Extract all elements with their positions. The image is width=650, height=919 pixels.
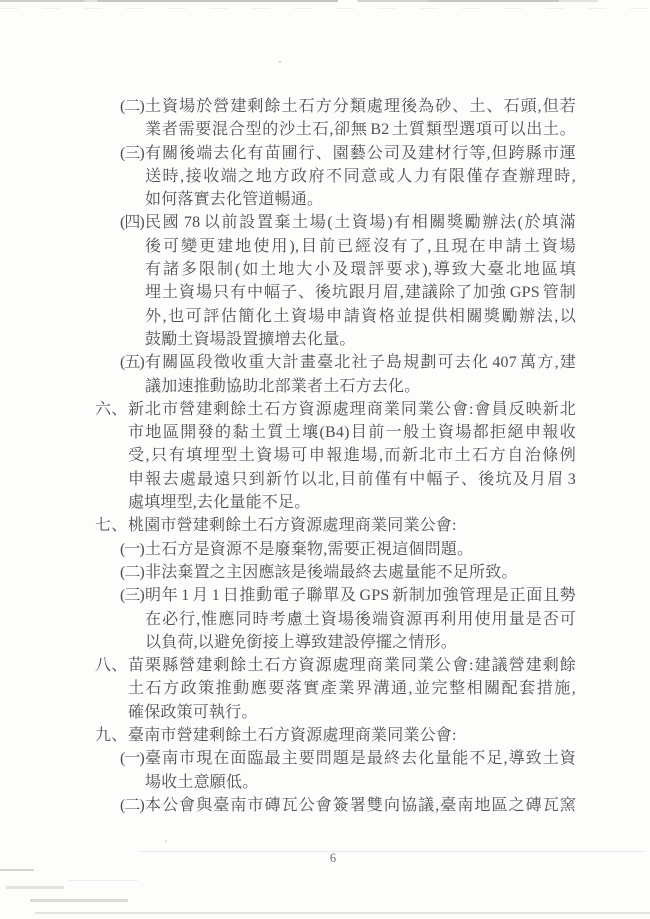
list-item xyxy=(0,584,650,654)
scan-artifact-top-edge xyxy=(0,0,650,2)
scan-artifact-dot xyxy=(165,840,167,842)
item-text: 本公會與臺南市磚瓦公會簽署雙向協議,臺南地區之磚瓦窯 xyxy=(145,796,576,814)
item-text: 臺南市現在面臨最主要問題是最終去化量能不足,導致土資 場收土意願低。 xyxy=(145,750,576,791)
item-marker: (二) xyxy=(120,98,144,115)
list-item xyxy=(0,654,650,724)
document-text-block xyxy=(0,95,650,817)
scan-artifact-streak xyxy=(68,880,138,881)
scan-artifact-smudge xyxy=(30,899,128,902)
item-text: 新北市營建剩餘土石方資源處理商業同業公會:會員反映新北 市地區開發的黏土質土壤(B4)目前一般土資場都拒絕申報收 受,只有填埋型土資場可申報進場,而新北市土石方自治條例 申報去處最遠只到新竹以北,目前僅有中幅子、後坑及月眉 3 處填埋型,去化量能不足。 xyxy=(128,400,576,512)
list-item xyxy=(0,514,650,537)
list-item xyxy=(0,747,650,794)
item-marker: (四) xyxy=(120,214,144,232)
item-marker: (二) xyxy=(120,796,144,814)
item-text: 臺南市營建剩餘土石方資源處理商業同業公會: xyxy=(128,727,457,745)
item-marker: (一) xyxy=(120,750,144,768)
list-item xyxy=(0,398,650,514)
item-text: 土資場於營建剩餘土石方分類處理後為砂、土、石頭,但若 業者需要混合型的沙土石,卻無 B2 土質類型選項可以出土。 xyxy=(145,98,576,139)
list-item xyxy=(0,211,650,351)
list-item xyxy=(0,794,650,817)
item-marker: 六、 xyxy=(95,400,128,418)
item-marker: 八、 xyxy=(95,657,128,675)
item-text: 非法棄置之主因應該是後端最終去處量能不足所致。 xyxy=(145,563,518,581)
scan-artifact-bottom-line xyxy=(35,912,650,914)
list-item xyxy=(0,142,650,212)
item-text: 土石方是資源不是廢棄物,需要正視這個問題。 xyxy=(145,540,474,558)
list-item xyxy=(0,724,650,747)
list-item xyxy=(0,538,650,561)
item-text: 明年 1 月 1 日推動電子聯單及 GPS 新制加強管理是正面且勢 在必行,惟應同時考慮土資場後端資源再利用使用量是否可 以負荷,以避免銜接上導致建設停擺之情形。 xyxy=(145,587,576,651)
scan-artifact-smudge xyxy=(6,886,64,889)
item-text: 苗栗縣營建剩餘土石方資源處理商業同業公會:建議營建剩餘 土石方政策推動應要落實產業界溝通,並完整相關配套措施, 確保政策可執行。 xyxy=(128,657,576,721)
item-marker: 九、 xyxy=(95,727,128,745)
item-marker: 七、 xyxy=(95,517,128,535)
item-marker: (二) xyxy=(120,563,144,581)
item-text: 有關區段徵收重大計畫臺北社子島規劃可去化 407 萬方,建 議加速推動協助北部業者土石方去化。 xyxy=(145,354,576,395)
page-number: 6 xyxy=(329,851,337,865)
scan-artifact-smudge xyxy=(0,869,34,871)
item-text: 民國 78 以前設置棄土場(土資場)有相關獎勵辦法(於填滿 後可變更建地使用),目前已經沒有了,且現在申請土資場 有諸多限制(如土地大小及環評要求),導致大臺北地區填 埋土資場只有中幅子、後坑跟月眉,建議除了加強 GPS 管制 外,也可評估簡化土資場申請資格並提供相關獎勵辦法,以 鼓勵土資場設置擴增去化量。 xyxy=(145,214,576,348)
item-text: 有關後端去化有苗圃行、園藝公司及建材行等,但跨縣市運 送時,接收端之地方政府不同意或人力有限僅存查辦理時, 如何落實去化管道暢通。 xyxy=(145,144,576,209)
item-text: 桃園市營建剩餘土石方資源處理商業同業公會: xyxy=(128,517,457,535)
item-marker: (一) xyxy=(120,540,144,558)
list-item xyxy=(0,95,650,142)
item-marker: (三) xyxy=(120,587,144,605)
list-item xyxy=(0,561,650,584)
list-item xyxy=(0,351,650,398)
item-marker: (三) xyxy=(120,144,144,162)
item-marker: (五) xyxy=(120,354,144,372)
scan-artifact-top-speckles xyxy=(0,8,650,9)
scan-artifact-dot xyxy=(279,61,281,63)
